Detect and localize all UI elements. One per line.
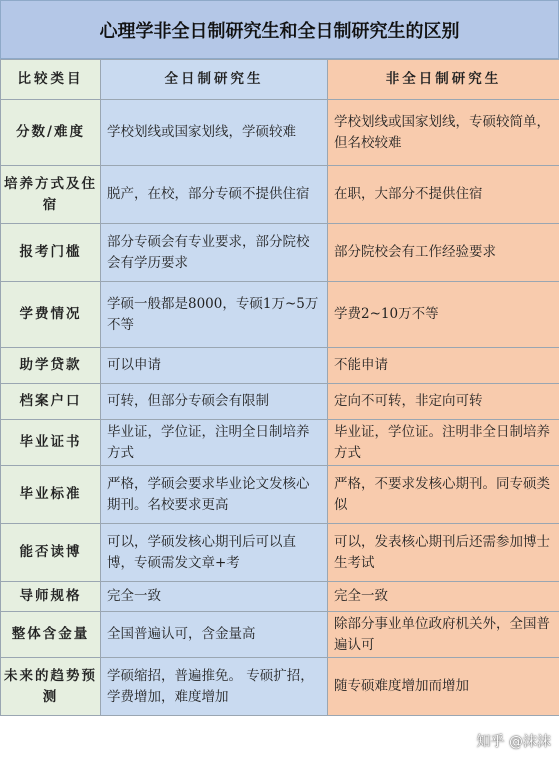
row-part-time: 定向不可转，非定向可转	[328, 384, 559, 420]
row-full-time: 学硕一般都是8000，专硕1万~5万不等	[101, 282, 328, 348]
table-row	[1, 466, 559, 524]
table-row	[1, 100, 559, 166]
table-row	[1, 224, 559, 282]
row-category: 分数/难度	[1, 100, 101, 166]
row-category: 学费情况	[1, 282, 101, 348]
row-category: 未来的趋势预测	[1, 658, 101, 716]
row-full-time: 可以，学硕发核心期刊后可以直博，专硕需发文章+考	[101, 524, 328, 582]
row-part-time: 随专硕难度增加而增加	[328, 658, 559, 716]
table-row	[1, 582, 559, 612]
table-row	[1, 282, 559, 348]
table-row	[1, 384, 559, 420]
table-row	[1, 420, 559, 466]
header-row	[1, 60, 559, 100]
row-part-time: 学费2~10万不等	[328, 282, 559, 348]
row-full-time: 可以申请	[101, 348, 328, 384]
row-category: 报考门槛	[1, 224, 101, 282]
table-row	[1, 348, 559, 384]
row-part-time: 不能申请	[328, 348, 559, 384]
row-part-time: 除部分事业单位政府机关外，全国普遍认可	[328, 612, 559, 658]
row-full-time: 脱产，在校，部分专硕不提供住宿	[101, 166, 328, 224]
row-full-time: 部分专硕会有专业要求，部分院校会有学历要求	[101, 224, 328, 282]
row-category: 助学贷款	[1, 348, 101, 384]
row-full-time: 完全一致	[101, 582, 328, 612]
row-category: 毕业标准	[1, 466, 101, 524]
row-category: 档案户口	[1, 384, 101, 420]
header-part-time: 非全日制研究生	[328, 60, 559, 100]
row-full-time: 严格，学硕会要求毕业论文发核心期刊。名校要求更高	[101, 466, 328, 524]
row-full-time: 全国普遍认可，含金量高	[101, 612, 328, 658]
row-part-time: 毕业证，学位证。注明非全日制培养方式	[328, 420, 559, 466]
row-full-time: 毕业证，学位证，注明全日制培养方式	[101, 420, 328, 466]
row-full-time: 学硕缩招，普遍推免。 专硕扩招，学费增加，难度增加	[101, 658, 328, 716]
row-category: 整体含金量	[1, 612, 101, 658]
row-part-time: 在职，大部分不提供住宿	[328, 166, 559, 224]
row-part-time: 严格，不要求发核心期刊。同专硕类似	[328, 466, 559, 524]
comparison-table	[0, 59, 559, 716]
header-full-time: 全日制研究生	[101, 60, 328, 100]
row-category: 毕业证书	[1, 420, 101, 466]
row-part-time: 可以，发表核心期刊后还需参加博士生考试	[328, 524, 559, 582]
table-row	[1, 658, 559, 716]
table-row	[1, 524, 559, 582]
row-part-time: 学校划线或国家划线，专硕较简单，但名校较难	[328, 100, 559, 166]
watermark: 知乎 @沫沫	[476, 734, 551, 750]
row-part-time: 部分院校会有工作经验要求	[328, 224, 559, 282]
header-category: 比较类目	[1, 60, 101, 100]
row-category: 培养方式及住宿	[1, 166, 101, 224]
table-row	[1, 166, 559, 224]
row-full-time: 学校划线或国家划线，学硕较难	[101, 100, 328, 166]
page-title: 心理学非全日制研究生和全日制研究生的区别	[0, 0, 559, 59]
row-category: 导师规格	[1, 582, 101, 612]
table-row	[1, 612, 559, 658]
row-category: 能否读博	[1, 524, 101, 582]
row-part-time: 完全一致	[328, 582, 559, 612]
table-body	[1, 60, 559, 716]
row-full-time: 可转，但部分专硕会有限制	[101, 384, 328, 420]
